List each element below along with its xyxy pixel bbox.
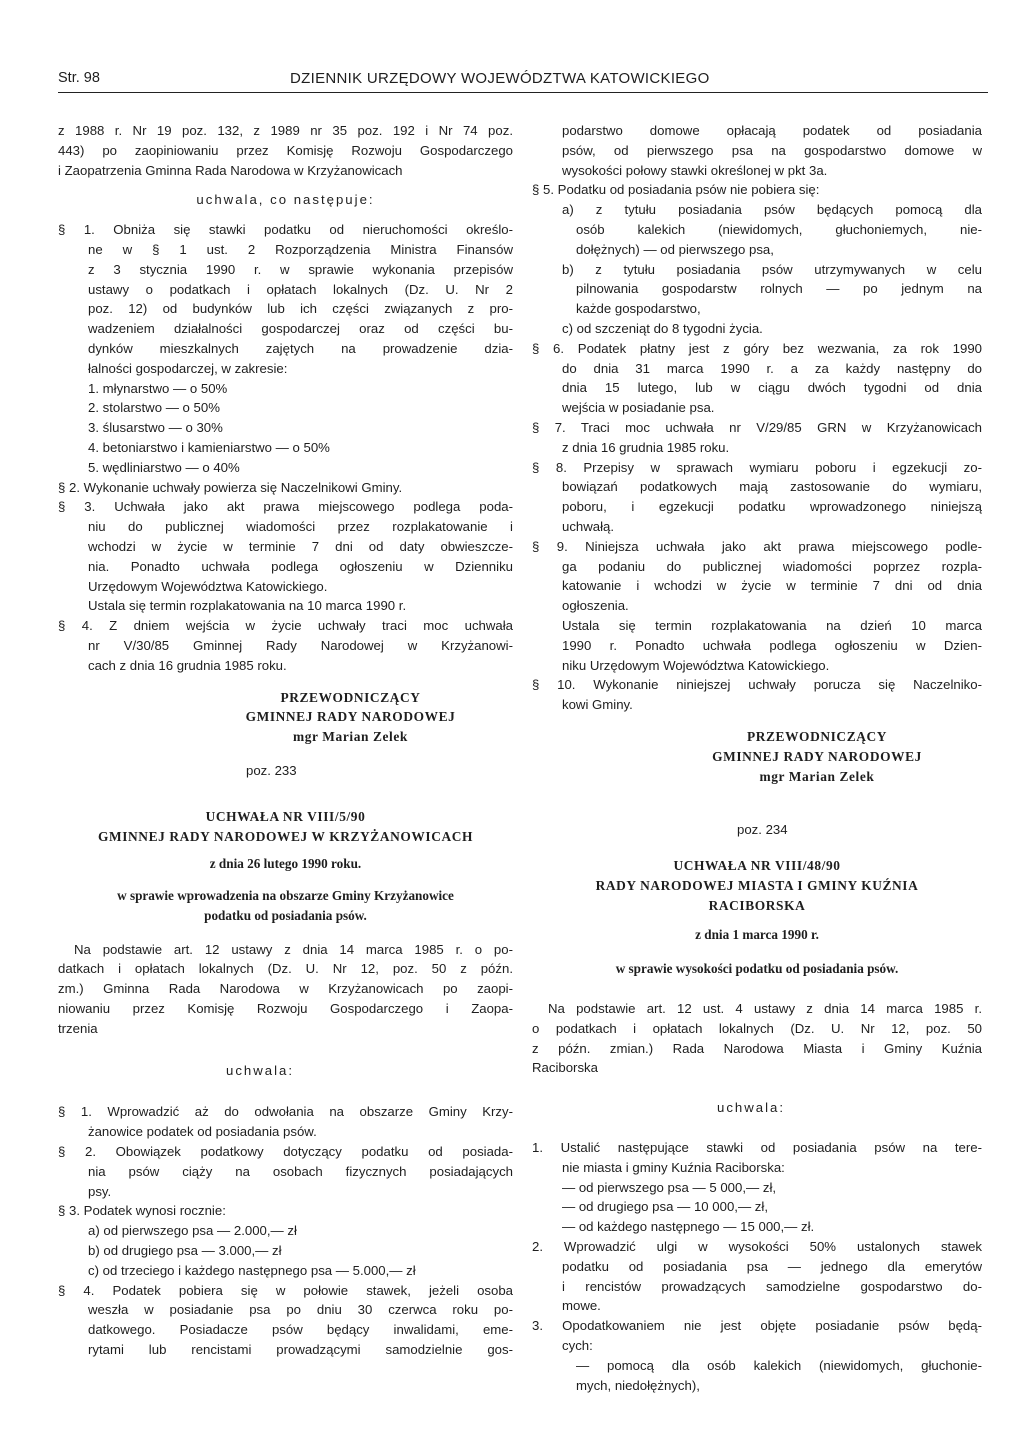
text-line: z dnia 16 grudnia 1985 roku. — [562, 439, 730, 455]
text-line: kowi Gminy. — [562, 697, 633, 713]
text-line: podatku od posiadania psa — jednego dla emerytów — [562, 1258, 982, 1274]
signature-name: mgr Marian Zelek — [759, 768, 875, 784]
signature-title: PRZEWODNICZĄCY — [746, 728, 888, 744]
text-line: a) z tytułu posiadania psów będących pomocą dla — [562, 202, 982, 218]
rate-item: — od każdego następnego — 15 000,— zł. — [562, 1219, 815, 1235]
text-line: nr V/30/85 Gminnej Rady Narodowej w Krzyżanowi- — [88, 637, 513, 653]
page-header — [58, 70, 988, 93]
text-line: łalności gospodarczej, w zakresie: — [88, 360, 288, 376]
left-column — [58, 121, 513, 1360]
text-line: niu do publicznej wiadomości przez rozplakatowanie i — [88, 519, 513, 535]
text-line: ne w § 1 ust. 2 Rozporządzenia Ministra Finansów — [88, 241, 513, 257]
section-3: § 3. Podatek wynosi rocznie: — [58, 1203, 226, 1219]
text-line: z 3 stycznia 1990 r. w sprawie wykonania przepisów — [88, 261, 513, 277]
text-line: każde gospodarstwo, — [576, 301, 701, 317]
text-line: z 1988 r. Nr 19 poz. 132, z 1989 nr 35 poz. 192 i Nr 74 poz. — [58, 123, 513, 138]
resolution-body: RADY NARODOWEJ MIASTA I GMINY KUŹNIA — [595, 877, 919, 893]
text-line: bowiązań podatkowych mają zastosowanie do wymiaru, — [562, 479, 982, 495]
list-item: 5. wędliniarstwo — o 40% — [88, 459, 240, 475]
text-line: wchodzi w życie w terminie 7 dni od daty obwieszcze- — [88, 538, 513, 554]
resolution-title: UCHWAŁA NR VIII/48/90 — [673, 858, 841, 874]
legal-basis: Na podstawie art. 12 ustawy z dnia 14 marca 1985 r. o po- — [74, 941, 513, 957]
text-line: do dnia 31 marca 1990 r. a za każdy następny do — [562, 360, 982, 376]
text-line: niku Urzędowym Województwa Katowickiego. — [562, 657, 830, 673]
text-line: dynków mieszkalnych zajętych na prowadzenie dzia- — [88, 340, 513, 356]
resolution-body: GMINNEJ RADY NARODOWEJ W KRZYŻANOWICACH — [97, 828, 474, 844]
section-2: § 2. Obowiązek podatkowy dotyczący podatku od posiada- — [58, 1144, 513, 1160]
rate-item: b) od drugiego psa — 3.000,— zł — [88, 1243, 282, 1259]
text-line: ga podaniu do publicznej wiadomości poprzez rozpla- — [562, 558, 982, 574]
text-line: nie miasta i gminy Kuźnia Raciborska: — [562, 1159, 785, 1175]
text-line: zm.) Gminna Rada Narodowa w Krzyżanowicach po zaopi- — [58, 981, 513, 997]
text-line: ustawy o podatkach i opłatach lokalnych (Dz. U. Nr 2 — [88, 281, 513, 297]
section-6: § 6. Podatek płatny jest z góry bez wezwania, za rok 1990 — [532, 340, 982, 356]
section-8: § 8. Przepisy w sprawach wymiaru poboru i egzekucji zo- — [532, 459, 982, 475]
signature-body: GMINNEJ RADY NARODOWEJ — [712, 748, 922, 764]
text-line: mowe. — [562, 1298, 601, 1314]
text-line: wejścia w posiadanie psa. — [562, 400, 715, 416]
journal-title: DZIENNIK URZĘDOWY WOJEWÓDZTWA KATOWICKIEGO — [290, 70, 710, 87]
text-line: podarstwo domowe opłacają podatek od posiadania — [562, 123, 982, 138]
text-line: Ustala się termin rozplakatowania na 10 marca 1990 r. — [88, 598, 407, 614]
text-line: poboru, i egzekucji podatku wprowadzonego niniejszą — [562, 499, 982, 515]
text-line: z późn. zmian.) Rada Narodowa Miasta i Gminy Kuźnia — [532, 1040, 982, 1056]
text-line: 1990 r. Ponadto uchwała podlega ogłoszeniu w Dzien- — [562, 637, 982, 653]
text-line: — pomocą dla osób kalekich (niewidomych, głuchonie- — [576, 1357, 982, 1373]
text-line: datkowego. Posiadacze psów będący inwalidami, eme- — [88, 1322, 513, 1338]
resolution-heading: uchwala, co następuje: — [196, 192, 375, 208]
section-1: § 1. Wprowadzić aż do odwołania na obszarze Gminy Krzy- — [58, 1104, 513, 1120]
text-line: psów, od pierwszego psa na gospodarstwo domowe w — [562, 142, 982, 158]
point-3: 3. Opodatkowaniem nie jest objęte posiadanie psów będą- — [532, 1318, 982, 1334]
resolution-subject: w sprawie wprowadzenia na obszarze Gminy Krzyżanowice — [117, 888, 454, 904]
text-line: trzenia — [58, 1020, 98, 1036]
text-line: psy. — [88, 1183, 112, 1199]
paragraph-4: § 4. Z dniem wejścia w życie uchwały traci moc uchwała — [58, 618, 513, 634]
text-line: ogłoszenia. — [562, 598, 629, 614]
resolves-heading: uchwala: — [226, 1062, 295, 1078]
text-line: weszła w posiadanie psa po dniu 30 czerwca roku po- — [88, 1302, 513, 1318]
point-2: 2. Wprowadzić ulgi w wysokości 50% ustalonych stawek — [532, 1239, 982, 1255]
text-line: i rencistów prowadzących samodzielne gospodarstwo do- — [562, 1278, 982, 1294]
section-7: § 7. Traci moc uchwała nr V/29/85 GRN w Krzyżanowicach — [532, 419, 982, 435]
rate-item: c) od trzeciego i każdego następnego psa — 5.000,— zł — [88, 1262, 416, 1278]
text-line: rytami lub rencistami prowadzącymi samodzielnie gos- — [88, 1342, 513, 1358]
resolution-date: z dnia 26 lutego 1990 roku. — [209, 856, 362, 872]
resolution-subject: w sprawie wysokości podatku od posiadania psów. — [615, 961, 899, 977]
paragraph-2: § 2. Wykonanie uchwały powierza się Naczelnikowi Gminy. — [58, 479, 403, 495]
resolves-heading: uchwala: — [717, 1100, 786, 1116]
signature-title: PRZEWODNICZĄCY — [280, 689, 421, 705]
text-line: datkach i opłatach lokalnych (Dz. U. Nr 12, poz. 50 z późn. — [58, 961, 513, 977]
text-line: uchwałą. — [562, 518, 615, 534]
text-line: cach z dnia 16 grudnia 1985 roku. — [88, 657, 287, 673]
position-number: poz. 233 — [246, 762, 297, 778]
page-number: Str. 98 — [58, 70, 100, 86]
text-line: Raciborska — [532, 1060, 598, 1076]
text-line: mych, niedołężnych), — [576, 1377, 700, 1393]
resolution-body: RACIBORSKA — [708, 897, 806, 913]
rate-item: a) od pierwszego psa — 2.000,— zł — [88, 1223, 297, 1239]
text-line: o podatkach i opłatach lokalnych (Dz. U. Nr 12, poz. 50 — [532, 1020, 982, 1036]
resolution-title: UCHWAŁA NR VIII/5/90 — [205, 808, 366, 824]
text-line: cych: — [562, 1338, 593, 1354]
rate-item: — od drugiego psa — 10 000,— zł, — [562, 1199, 768, 1215]
text-line: dnia 15 lutego, lub w ciągu dwóch tygodni od dnia — [562, 380, 982, 396]
list-item: 3. ślusarstwo — o 30% — [88, 420, 223, 436]
text-line: c) od szczeniąt do 8 tygodni życia. — [562, 320, 763, 336]
text-line: katowanie i wchodzi w życie w terminie 7 dni od dnia — [562, 578, 982, 594]
rate-item: — od pierwszego psa — 5 000,— zł, — [562, 1179, 777, 1195]
text-line: wadzeniem działalności gospodarczej oraz od części bu- — [88, 321, 513, 337]
text-line: b) z tytułu posiadania psów utrzymywanych w celu — [562, 261, 982, 277]
text-line: 443) po zaopiniowaniu przez Komisję Rozwoju Gospodarczego — [58, 142, 513, 158]
paragraph-3: § 3. Uchwała jako akt prawa miejscowego podlega poda- — [58, 499, 513, 515]
text-line: Ustala się termin rozplakatowania na dzień 10 marca — [562, 617, 982, 633]
section-5: § 5. Podatku od posiadania psów nie pobiera się: — [532, 182, 820, 198]
text-line: poz. 12) od budynków lub ich części związanych z pro- — [88, 301, 513, 317]
text-line: wysokości połowy stawki określonej w pkt 3a. — [562, 162, 828, 178]
section-10: § 10. Wykonanie niniejszej uchwały porucza się Naczelniko- — [532, 677, 982, 693]
paragraph-1: § 1. Obniża się stawki podatku od nieruchomości określo- — [58, 222, 513, 238]
position-number: poz. 234 — [737, 822, 788, 838]
resolution-subject: podatku od posiadania psów. — [204, 907, 367, 923]
list-item: 4. betoniarstwo i kamieniarstwo — o 50% — [88, 439, 330, 455]
point-1: 1. Ustalić następujące stawki od posiadania psów na tere- — [532, 1140, 982, 1156]
text-line: Urzędowym Województwa Katowickiego. — [88, 578, 328, 594]
text-line: żanowice podatek od posiadania psów. — [88, 1124, 317, 1140]
signature-body: GMINNEJ RADY NARODOWEJ — [245, 709, 456, 725]
text-line: osób kalekich (niewidomych, głuchoniemych, nie- — [576, 221, 982, 237]
text-line: nia. Ponadto uchwała podlega ogłoszeniu w Dzienniku — [88, 558, 513, 574]
list-item: 1. młynarstwo — o 50% — [88, 380, 228, 396]
signature-name: mgr Marian Zelek — [293, 729, 408, 745]
text-line: nia psów ciąży na osobach fizycznych posiadających — [88, 1163, 513, 1179]
legal-basis: Na podstawie art. 12 ust. 4 ustawy z dnia 14 marca 1985 r. — [548, 1001, 982, 1017]
list-item: 2. stolarstwo — o 50% — [88, 400, 220, 416]
text-line: niowaniu przez Komisję Rozwoju Gospodarczego i Zaopa- — [58, 1001, 513, 1017]
text-line: dołężnych) — od pierwszego psa, — [576, 241, 774, 257]
text-line: i Zaopatrzenia Gminna Rada Narodowa w Krzyżanowicach — [58, 162, 403, 178]
section-9: § 9. Niniejsza uchwała jako akt prawa miejscowego podle- — [532, 538, 982, 554]
section-4: § 4. Podatek pobiera się w połowie stawek, jeżeli osoba — [58, 1282, 513, 1298]
resolution-date: z dnia 1 marca 1990 r. — [695, 927, 819, 943]
text-line: pilnowania gospodarstw rolnych — po jednym na — [576, 281, 982, 297]
right-column — [532, 121, 982, 1395]
